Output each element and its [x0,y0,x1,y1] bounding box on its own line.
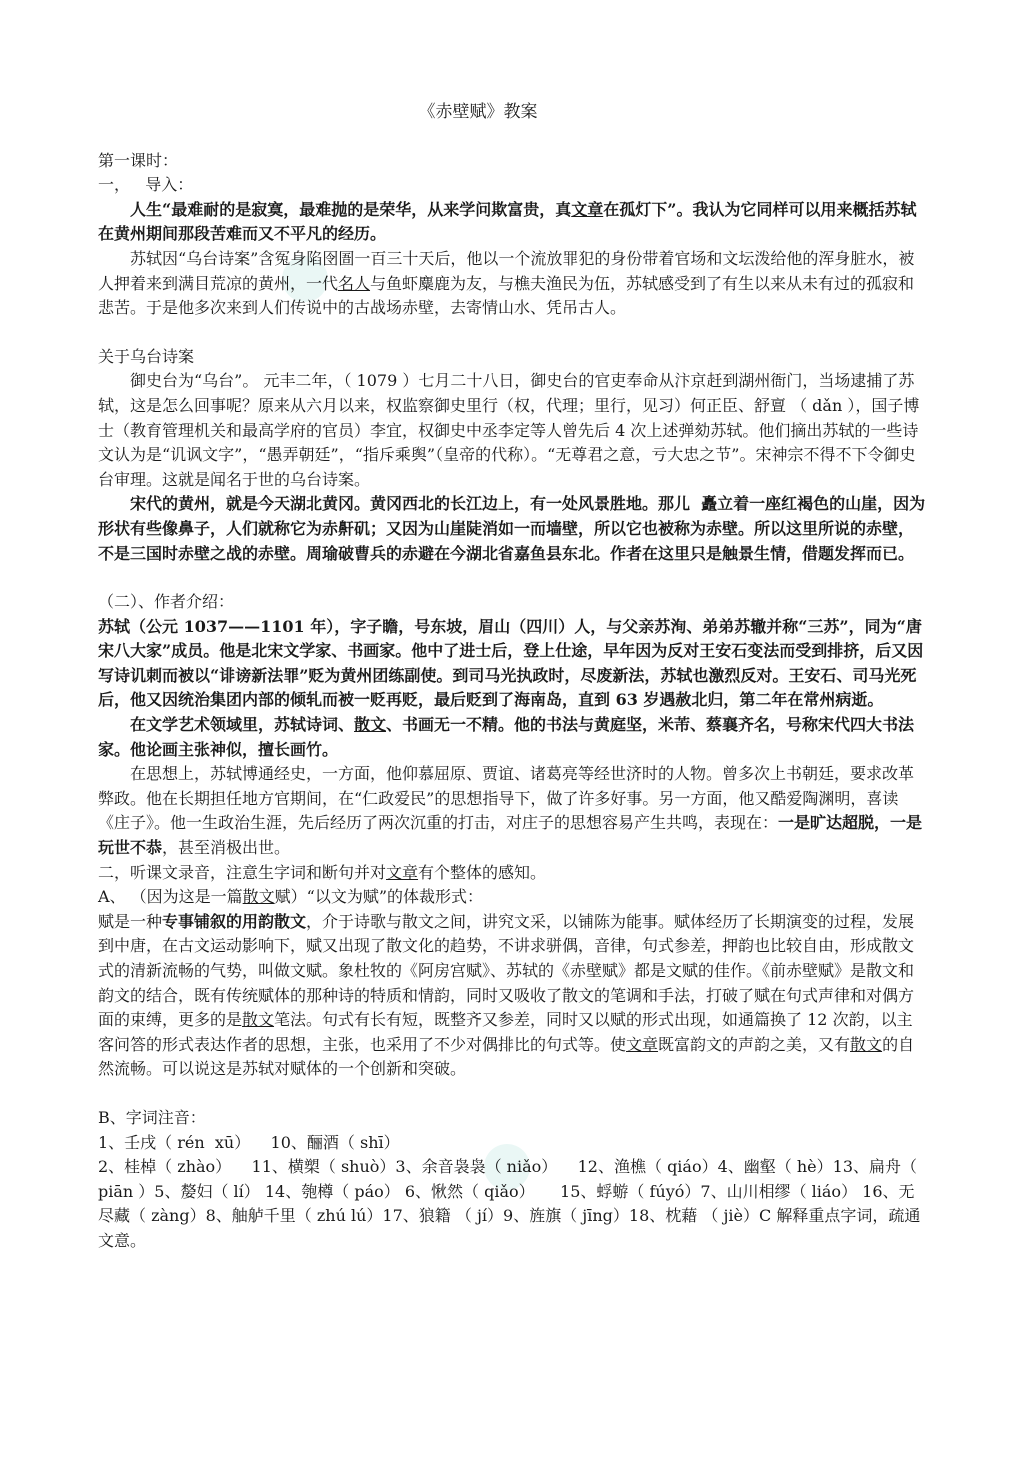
author-heading: （二）、作者介绍： [98,592,235,612]
wutai-paragraph: 御史台为“乌台”。 元丰二年，（ 1079 ）七月二十八日，御史台的官吏奉命从汴京赶到湖州衙门，当场逮捕了苏轼，这是怎么回事呢？原来从六月以来，权监察御史里行（权，代理；里行，见习）何正臣、舒亶 （ dǎn ），国子博士（教育管理机关和最高学府的官员）李宜，权御史中丞李定等人曾先后 4 次上述弹劾苏轼。他们摘出苏轼的一些诗文认为是“讥讽文字”，“愚弄朝廷”，“指斥乘舆”（皇帝的代称）。“无尊君之意，亏大忠之节”。宋神宗不得不下令御史台审理。这就是闻名于世的乌台诗案。 [98,371,920,489]
huangzhou-paragraph: 宋代的黄州，就是今天湖北黄冈。黄冈西北的长江边上，有一处风景胜地。那儿 矗立着一座红褐色的山崖，因为形状有些像鼻子，人们就称它为赤鼾矶；又因为山崖陡消如一而墙壁，所以它也被称为赤壁。所以这里所说的赤壁，不是三国时赤壁之战的赤壁。周瑜破曹兵的赤避在今湖北省嘉鱼县东北。作者在这里只是触景生情，借题发挥而已。 [98,494,926,563]
vocab-paragraph: 2、桂棹（ zhào） 11、横槊（ shuò）3、余音袅袅（ niǎo） 12、渔樵（ qiáo）4、幽壑（ hè）13、扁舟（ piān ）5、嫠妇（ lí） 14、匏樽（ páo） 6、愀然（ qiǎo） 15、蜉蝣（ fúyó）7、山川相缪（ liáo） 16、无尽藏（ zàng）8、舳舻千里（ zhú lú）17、狼籍 （ jí）9、旌旗（ jīng）18、枕藉 （ jiè）C 解释重点字词，疏通文意。 [98,1157,923,1250]
document-page [98,100,928,1254]
wutai-heading: 关于乌台诗案 [98,346,195,366]
intro-quote-paragraph: 人生“最难耐的是寂寞，最难抛的是荣华，从来学问欺富贵，真文章在孤灯下”。我认为它同样可以用来概括苏轼在黄州期间那段苦难而又不平凡的经历。 [98,199,917,244]
fu-form-paragraph: 赋是一种专事铺叙的用韵散文，介于诗歌与散文之间，讲究文采，以铺陈为能事。赋体经历了长期演变的过程，发展到中唐，在古文运动影响下，赋又出现了散文化的趋势，不讲求骈偶，音律，句式参差，押韵也比较自由，形成散文式的清新流畅的气势，叫做文赋。象杜牧的《阿房宫赋》、苏轼的《赤壁赋》都是文赋的佳作。《前赤壁赋》是散文和韵文的结合，既有传统赋体的那种诗的特质和情韵，同时又吸收了散文的笔调和手法，打破了赋在句式声律和对偶方面的束缚，更多的是散文笔法。句式有长有短，既整齐又参差，同时又以赋的形式出现，如通篇换了 12 次韵，以主客问答的形式表达作者的思想，主张，也采用了不少对偶排比的句式等。使文章既富韵文的声韵之美，又有散文的自然流畅。可以说这是苏轼对赋体的一个创新和突破。 [98,911,915,1079]
author-art-paragraph: 在文学艺术领域里，苏轼诗词、散文、书画无一不精。他的书法与黄庭坚，米芾、蔡襄齐名，号称宋代四大书法家。他论画主张神似，擅长画竹。 [98,715,915,759]
vocab-line: 1、壬戌（ rén xū） 10、酾酒（ shī） [98,1132,400,1152]
author-bio-paragraph: 苏轼（公元 1037——1101 年），字子瞻，号东坡，眉山（四川）人，与父亲苏洵、弟弟苏辙并称“三苏”，同为“唐宋八大家”成员。他是北宋文学家、书画家。他中了进士后，登上仕途，早年因为反对王安石变法而受到排挤，后又因写诗讥刺而被以“诽谤新法罪”贬为黄州团练副使。到司马光执政时，尽废新法，苏轼也激烈反对。王安石、司马光死后，他又因统治集团内部的倾轧而被一贬再贬，最后贬到了海南岛，直到 63 岁遇赦北归，第二年在常州病逝。 [98,616,924,710]
intro-heading: 一， 导入： [98,175,194,195]
author-thought-paragraph: 在思想上，苏轼博通经史，一方面，他仰慕屈原、贾谊、诸葛亮等经世济时的人物。曾多次上书朝廷，要求改革弊政。他在长期担任地方官期间，在“仁政爱民”的思想指导下，做了许多好事。另一方面，他又酷爱陶渊明，喜读《庄子》。他一生政治生涯，先后经历了两次沉重的打击，对庄子的思想容易产生共鸣，表现在：一是旷达超脱，一是玩世不恭，甚至消极出世。 [98,764,923,858]
listen-heading: 二，听课文录音，注意生字词和断句并对文章有个整体的感知。 [98,862,547,882]
document-title: 《赤壁赋》教案 [418,102,538,122]
lesson-label: 第一课时： [98,150,179,170]
vocab-heading: B、字词注音： [98,1107,206,1127]
intro-paragraph: 苏轼因“乌台诗案”含冤身陷囹圄一百三十天后，他以一个流放罪犯的身份带着官场和文坛泼给他的浑身脏水，被人押着来到满目荒凉的黄州，一代名人与鱼虾麋鹿为友，与樵夫渔民为伍，苏轼感受到了有生以来从未有过的孤寂和悲苦。于是他多次来到人们传说中的古战场赤壁，去寄情山水、凭吊古人。 [98,248,915,318]
section-a-heading: A、 （因为这是一篇散文赋）“以文为赋”的体裁形式： [98,887,484,907]
